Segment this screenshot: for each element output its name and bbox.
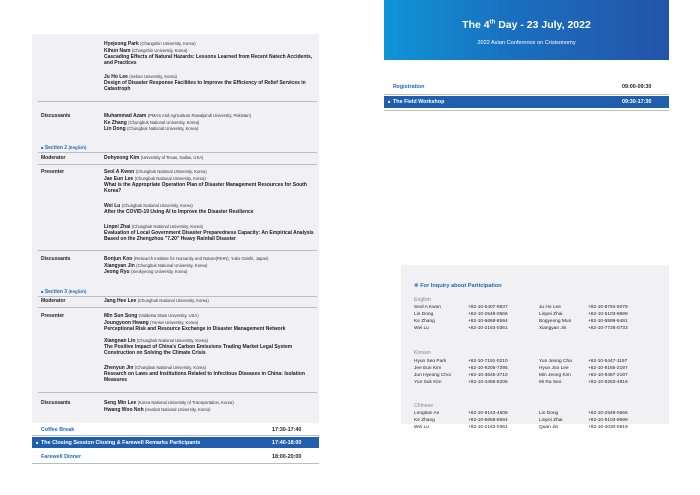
discussant-entry [104,400,316,406]
presenter-label: Presenter [41,313,65,319]
contact-phone: +82-10-9205-7295 [468,366,508,371]
paper-title: The Positive Impact of China's Carbon Emissions Trading Market Legal System Construction on Solving the Climate Crisis [104,344,293,357]
contact-name: Ke Zhang [414,418,435,423]
contact-names [414,410,468,431]
contact-phone: +82-10-9143-4508 [468,411,508,416]
section-language: (English) [68,289,87,294]
contact-names [414,358,468,386]
presenter-name: Linpei Zhai [104,224,131,230]
contact-name: Jee Eun Kim [414,366,442,371]
section-2-heading [41,145,86,151]
presenter-name: Hyejeong Park [104,41,139,47]
discussant-entry [104,120,316,126]
row-divider [38,152,317,153]
moderator-affiliation: (Chungbuk National University, Korea) [137,298,209,303]
contact-name: Bogyeong Mun [539,319,572,324]
presenter-entry [104,320,316,332]
discussant-name: Lin Dong [104,126,126,132]
presenter-name: Ju Ho Lee [104,74,128,80]
discussant-affiliation: (Chungbuk National University, Korea) [127,126,199,131]
moderator-entry [104,155,316,161]
contact-name: Xiangyan Jin [539,326,567,331]
discussant-affiliation: (Seokyeong University, Korea) [130,269,188,274]
day-banner [384,0,669,60]
moderator-label: Moderator [41,298,66,304]
discussant-affiliation: (Chungbuk National University, Korea) [128,119,200,125]
contact-phone: +82-10-4030-0519 [588,425,628,430]
contact-names [414,304,468,332]
presenter-entry [104,338,316,357]
section-title: Section 2 [44,145,68,151]
contact-name: Wei Lu [414,425,429,430]
section-bullet-icon: ■ [41,289,44,294]
discussant-entry [104,256,316,262]
contact-phone: +82-10-4455-5206 [468,380,508,385]
row-divider [38,392,317,393]
discussants-label: Discussants [41,256,71,262]
inquiry-heading: ※ For Inquiry about Participation [414,283,502,289]
presenter-entry [104,169,316,175]
discussant-name: Xiangyan Jin [104,262,135,269]
presenter-entry [104,313,316,319]
schedule-time: 17:40-18:00 [272,439,302,446]
contact-phone: +82-10-9487-2197 [588,373,628,378]
contact-phone: +82-10-2549-0566 [588,411,628,416]
schedule-time: 18:00-20:00 [272,453,302,460]
presenter-entry [104,176,316,195]
contact-name: Linpei Zhai [539,418,563,423]
contact-name: Mi Ra Seo [539,380,562,385]
contact-phones [588,358,658,386]
discussants-label: Discussants [41,400,71,406]
contact-phones [468,304,538,332]
contact-phone: +82-10-9165-2197 [588,366,628,371]
discussant-affiliation: (Chungbuk National University, Korea) [136,262,208,268]
contact-name: Hyun Joo Lee [539,366,569,371]
moderator-affiliation: (University of Texas, Dallas, USA) [140,155,204,160]
bullet-icon: ■ [388,99,391,104]
contact-phones [588,410,658,431]
discussant-affiliation: (Korea National University of Transportation, Korea) [137,400,234,405]
presenter-name: Wei Lu [104,203,121,209]
schedule-title: Coffee Break [41,426,75,433]
language-group-label: English [414,297,432,303]
paper-title: Evaluation of Local Government Disaster Preparedness Capacity: An Empirical Analysis Based on the Zhengzhou "7.20" Heavy Rainfall Disaster [104,230,314,243]
contact-name: Hyun Seo Park [414,359,447,364]
contact-phone: +82-10-2549-0566 [468,312,508,317]
contact-phones [588,304,658,332]
contact-phone: +82-10-8794-5079 [588,305,628,310]
presenter-affiliation: (Chungbuk National University, Korea) [135,169,207,174]
discussant-entry [104,113,316,119]
contact-phones [468,410,538,431]
contact-name: Jun Hyeong Choi [414,373,451,378]
schedule-time: 17:30-17:40 [272,426,302,433]
presenter-name: Seol A Kwon [104,169,135,175]
schedule-title: Registration [393,84,425,90]
row-divider [384,94,669,95]
presenter-affiliation: (Changshin University, Korea) [140,41,196,46]
contact-phone: +82-10-5447-1197 [588,359,628,364]
contact-name: Longtian An [414,411,440,416]
contact-names [539,304,593,332]
contact-name: Wei Lu [414,326,429,331]
schedule-row-coffee-break [32,424,319,435]
discussant-affiliation: (Hanbat National University, Korea) [145,406,211,412]
contact-name: Ju Ho Lee [539,305,561,310]
section-language: (English) [68,145,87,150]
row-divider [38,296,317,297]
moderator-label: Moderator [41,155,66,161]
presenter-name: Zhenyun Jin [104,365,134,371]
schedule-title: The Field Workshop [393,99,445,105]
row-divider [38,250,317,251]
language-group-label: Chinese [414,403,434,409]
discussants-label: Discussants [41,113,71,119]
row-divider [32,463,319,464]
presenter-affiliation: (Changshin University, Korea) [131,47,188,53]
section-title: Section 3 [44,289,68,295]
presenter-name: Jae Eun Lee [104,175,134,182]
paper-title: Research on Laws and Institutions Related to Infectious Diseases in China: Isolation Measures [104,371,305,384]
moderator-name: Dohyeong Kim [104,155,140,161]
presenter-affiliation: (Chungbuk National University, Korea) [134,175,206,181]
schedule-time: 09:00-09:30 [622,84,652,90]
bullet-icon: ■ [36,439,39,445]
presenter-label: Presenter [41,169,65,175]
contact-name: Yun Suk Kim [414,380,442,385]
presenter-affiliation: (Chungbuk National University, Korea) [134,365,206,370]
discussant-name: Hwang Woo Noh [104,406,144,413]
presenter-name: Kihun Nam [104,47,131,54]
paper-title: After the COVID-19 Using AI to Improve the Disaster Resilience [104,209,254,216]
presenter-affiliation: (Chungbuk National University, Korea) [131,224,203,229]
row-divider [38,164,317,165]
contact-phone: +82-10-5599-5491 [588,319,628,324]
discussant-name: Jeong Ryu [104,269,130,275]
section-3-heading [41,289,86,295]
presenter-entry [104,41,316,47]
contact-name: Linpei Zhai [539,312,563,317]
schedule-row-closing-session [32,437,319,448]
contact-name: Quan Jin [539,425,559,430]
contact-phone: +82-10-2163-0361 [468,425,508,430]
presenter-affiliation: (Valdosta State University, USA) [138,313,199,318]
section-bullet-icon: ■ [41,145,44,150]
discussant-entry [104,263,316,269]
day-title-date: Day - 23 July, 2022 [495,19,591,31]
discussant-name: Bonjun Koo [104,256,133,262]
contact-phone: +82-10-6668-8594 [468,418,508,423]
schedule-time: 09:30-17:30 [622,99,652,105]
presenter-entry [104,48,316,67]
day-title-ordinal: th [489,19,496,26]
schedule-title: The Closing Session Closing & Farewell Remarks Participants [41,439,201,446]
paper-title: What is the Appropriate Operation Plan of Disaster Management Resources for South Korea? [104,181,307,194]
conference-name: 2022 Asian Conference on Crisisonomy [477,40,576,46]
discussant-affiliation: (PMAS Arid Agriculture Rawalpindi University, Pakistan) [147,113,251,118]
discussant-affiliation: (Research Institute for Humanity and Nature(RIHN), Yuko Onishi, Japan) [133,256,269,261]
contact-phone: +82-10-5103-9699 [588,312,628,317]
day-title [384,19,669,31]
discussant-entry [104,407,316,413]
contact-phone: +82-10-5103-9699 [588,418,628,423]
schedule-row-registration [384,81,669,93]
contact-name: Min Jeong Kim [539,373,571,378]
moderator-entry [104,298,316,304]
contact-name: Seol A Kwon [414,305,441,310]
presenter-name: Min Sun Song [104,313,138,319]
schedule-row-field-workshop [384,96,669,108]
discussant-entry [104,269,316,275]
contact-name: Lin Dong [539,411,559,416]
presenter-affiliation: (Chungbuk National University, Korea) [136,338,208,343]
discussant-name: Seng Min Lee [104,400,137,406]
language-group-label: Korean [414,350,431,356]
discussant-entry [104,126,316,132]
presenter-affiliation: (Sehan University, Korea) [129,74,177,79]
presenter-entry [104,74,316,93]
schedule-row-farewell-dinner [32,451,319,462]
contact-phone: +82-10-7728-0733 [588,326,628,331]
contact-phone: +82-10-7191-0210 [468,359,508,364]
row-divider [38,307,317,308]
contact-phone: +82-10-8283-4918 [588,380,628,385]
presenter-entry [104,365,316,384]
row-divider [384,110,669,111]
contact-phones [468,358,538,386]
presenter-affiliation: (Chungbuk National University, Korea) [121,203,193,208]
presenter-name: Xiangnan Lin [104,338,136,344]
contact-phone: +82-10-2163-0361 [468,326,508,331]
contact-phone: +82-10-6668-8594 [468,319,508,324]
presenter-entry [104,224,316,243]
contact-name: Lin Dong [414,312,434,317]
moderator-name: Jang Hee Lee [104,298,137,304]
row-divider [38,101,317,102]
contact-name: Ke Zhang [414,319,435,324]
contact-phone: +82-10-3645-3710 [468,373,508,378]
day-title-prefix: The 4 [462,19,490,31]
paper-title: Cascading Effects of Natural Hazards: Lessons Learned from Recent Natech Accidents, and Practices [104,53,313,66]
discussant-name: Ke Zhang [104,119,127,126]
contact-names [539,410,593,431]
row-divider [32,435,319,436]
paper-title: Design of Disaster Response Facilities to Improve the Efficiency of Relief Services in Catastroph [104,80,306,93]
contact-phone: +82-10-5407-9637 [468,305,508,310]
presenter-affiliation: (Yonsei University, Korea) [150,319,199,325]
presenter-entry [104,203,316,215]
contact-name: Yun Jeong Cha [539,359,572,364]
paper-title: Perceptional Risk and Resource Exchange in Disaster Management Network [104,325,286,332]
presenter-name: Joungyoon Hwang [104,319,149,326]
schedule-title: Farewell Dinner [41,453,82,460]
discussant-name: Muhammad Azam [104,113,147,119]
contact-names [539,358,593,386]
